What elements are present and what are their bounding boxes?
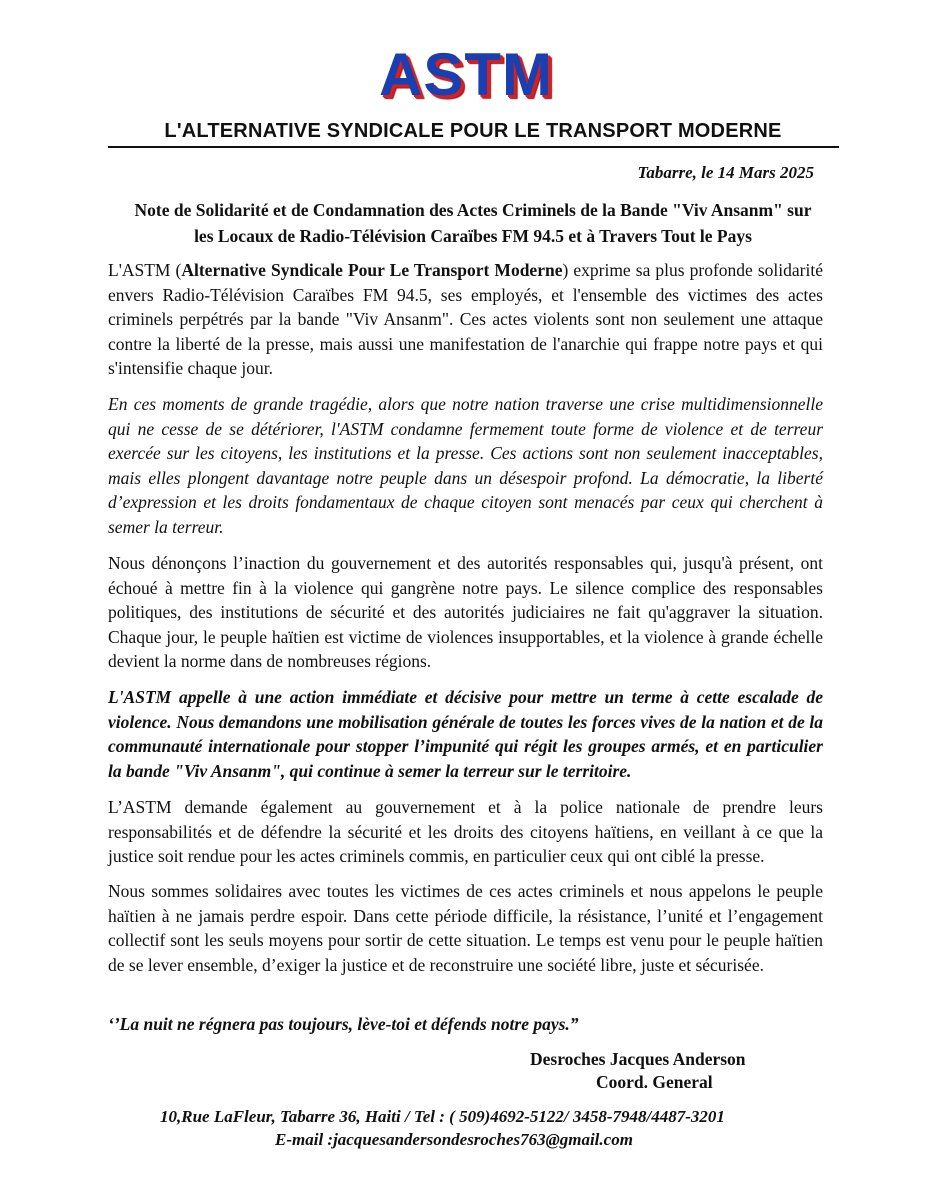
- subject-line-1: Note de Solidarité et de Condamnation des Actes Criminels de la Bande "Viv Ansanm" sur: [134, 200, 812, 220]
- paragraph-1-rest: ) exprime sa plus profonde solidarité envers Radio-Télévision Caraïbes FM 94.5, ses employés, et l'ensemble des victimes des actes criminels perpétrés par la bande "Viv Ansanm". Ces actes violents sont non seulement une attaque contre la liberté de la presse, mais aussi une manifestation de l'anarchie qui frappe notre pays et qui s'intensifie chaque jour.: [108, 260, 823, 379]
- paragraph-4: L'ASTM appelle à une action immédiate et décisive pour mettre un terme à cette escalade de violence. Nous demandons une mobilisation générale de toutes les forces vives de la nation et de la communauté internationale pour stopper l’impunité qui régit les groupes armés, et en particulier la bande "Viv Ansanm", qui continue à semer la terreur sur le territoire.: [108, 687, 823, 781]
- footer-email: E-mail :jacquesandersondesroches763@gmail.com: [275, 1130, 633, 1149]
- paragraph-1-org-name: Alternative Syndicale Pour Le Transport Moderne: [181, 260, 563, 280]
- paragraph-3: Nous dénonçons l’inaction du gouvernement et des autorités responsables qui, jusqu'à présent, ont échoué à mettre fin à la violence qui gangrène notre pays. Le silence complice des responsables politiques, des institutions de sécurité et des autorités judiciaires ne fait qu'aggraver la situation. Chaque jour, le peuple haïtien est victime de violences insupportables, et la violence à grande échelle devient la norme dans de nombreuses régions.: [108, 553, 823, 672]
- paragraph-2: En ces moments de grande tragédie, alors que notre nation traverse une crise multidimensionnelle qui ne cesse de se détériorer, l'ASTM condamne fermement toute forme de violence et de terreur exercée sur les citoyens, les institutions et la presse. Ces actions sont non seulement inacceptables, mais elles plongent davantage notre peuple dans un désespoir profond. La démocratie, la liberté d’expression et les droits fondamentaux de chaque citoyen sont menacés par ceux qui cherchent à semer la terreur.: [108, 394, 823, 537]
- signer-name: Desroches Jacques Anderson: [530, 1049, 746, 1069]
- logo-text: ASTM: [379, 41, 553, 108]
- astm-logo: [370, 42, 562, 108]
- footer-address: 10,Rue LaFleur, Tabarre 36, Haiti / Tel : ( 509)4692-5122/ 3458-7948/4487-3201: [160, 1107, 725, 1126]
- organization-title: L'ALTERNATIVE SYNDICALE POUR LE TRANSPORT MODERNE: [164, 120, 782, 142]
- paragraph-1: [108, 258, 823, 381]
- paragraph-1-prefix: L'ASTM (: [108, 260, 182, 280]
- paragraph-5: L’ASTM demande également au gouvernement et à la police nationale de prendre leurs responsabilités et de défendre la sécurité et les droits des citoyens haïtiens, en veillant à ce que la justice soit rendue pour les actes criminels commis, en particulier ceux qui ont ciblé la presse.: [108, 797, 823, 867]
- header-divider: [108, 146, 839, 148]
- paragraph-6: Nous sommes solidaires avec toutes les victimes de ces actes criminels et nous appelons le peuple haïtien à ne jamais perdre espoir. Dans cette période difficile, la résistance, l’unité et l’engagement collectif sont les seuls moyens pour sortir de cette situation. Le temps est venu pour le peuple haïtien de se lever ensemble, d’exiger la justice et de reconstruire une société libre, juste et sécurisée.: [108, 881, 823, 975]
- signer-title: Coord. General: [596, 1072, 713, 1092]
- closing-quote: ‘’La nuit ne régnera pas toujours, lève-toi et défends notre pays.”: [108, 1014, 579, 1034]
- date-line: Tabarre, le 14 Mars 2025: [637, 163, 814, 182]
- subject-heading: [108, 197, 838, 249]
- subject-line-2: les Locaux de Radio-Télévision Caraïbes FM 94.5 et à Travers Tout le Pays: [194, 226, 752, 246]
